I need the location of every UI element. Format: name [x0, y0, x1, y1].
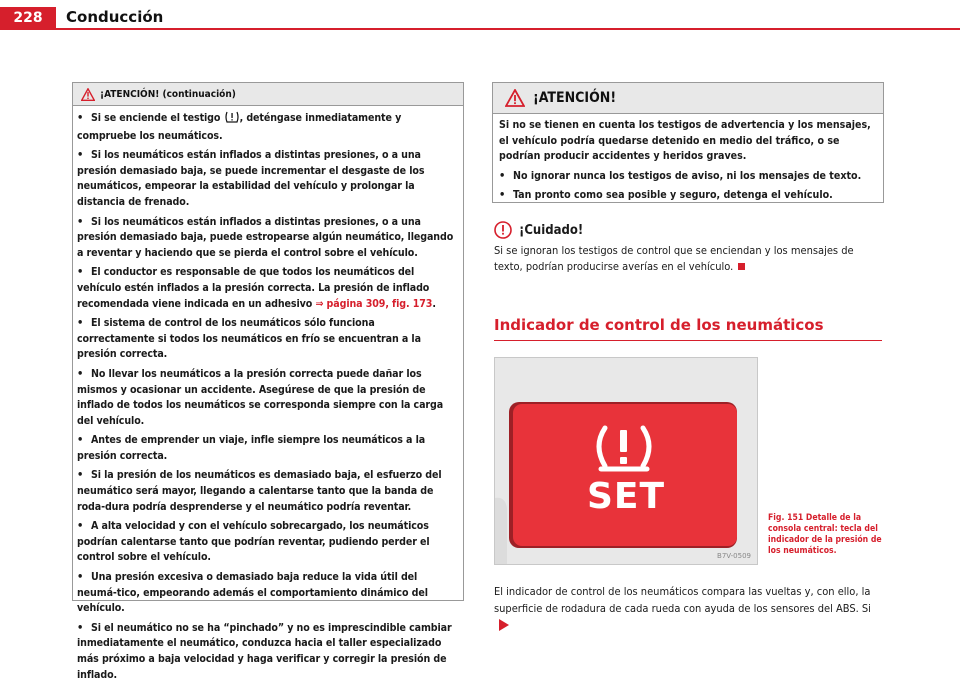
subsection-heading: Indicador de control de los neumáticos — [494, 316, 882, 341]
list-item: • Si los neumáticos están inflados a distintas presiones, o a una presión demasiado baja, puede estropearse algún neumático, llegando a reventar y haciendo que se pierda el control sobre el vehículo. — [77, 214, 454, 259]
figure-tpms-button — [494, 357, 758, 565]
section-end-mark — [738, 263, 745, 270]
set-button-label: SET — [586, 476, 666, 517]
warning-box-header — [73, 83, 463, 106]
caution-text: Si se ignoran los testigos de control que se enciendan y los mensajes de texto, podrían producirse averías en el vehículo. — [494, 244, 854, 273]
list-item: • A alta velocidad y con el vehículo sobrecargado, los neumáticos podrían calentarse tanto que podrían reventar, pudiendo perder el control sobre el vehículo. — [77, 519, 430, 564]
list-item: • Una presión excesiva o demasiado baja reduce la vida útil del neumá-tico, empeorando además el comportamiento dinámico del vehículo. — [77, 570, 428, 615]
warning-bullet-list — [73, 106, 463, 683]
warning-box-header — [493, 83, 883, 114]
warning-box-continued — [72, 82, 464, 681]
page-number: 228 — [0, 7, 56, 28]
figure-code: B7V-0509 — [717, 552, 751, 560]
tire-pressure-warning-icon — [224, 111, 240, 129]
body-paragraph: El indicador de control de los neumáticos compara las vueltas y, con ello, la superficie de rodadura de cada rueda con ayuda de los sensores del ABS. Si — [494, 585, 871, 615]
section-title: Conducción — [66, 8, 164, 26]
tpms-button-illustration — [495, 358, 757, 564]
caution-exclamation-icon — [494, 221, 512, 239]
page-reference-link[interactable]: ⇒ página 309, fig. 173 — [315, 297, 433, 310]
list-item: • Si el neumático no se ha “pinchado” y no es imprescindible cambiar inmediatamente el neumático, conduzca hacia el taller especializado más próximo a baja velocidad y haga verificar y corregir la presión de inflado. — [77, 620, 452, 681]
list-item: • No ignorar nunca los testigos de aviso, ni los mensajes de texto. — [499, 168, 862, 182]
continue-arrow-icon — [499, 619, 509, 631]
list-item: • Antes de emprender un viaje, infle siempre los neumáticos a la presión correcta. — [77, 433, 426, 462]
list-item: • El conductor es responsable de que todos los neumáticos del vehículo estén inflados a la presión correcta. La presión de inflado recomendada viene indicada en un adhesivo ⇒ página 309, fig. 173. — [77, 265, 436, 310]
warning-triangle-icon — [81, 88, 95, 101]
header-rule — [0, 28, 960, 30]
warning-triangle-icon — [505, 89, 525, 107]
warning-box-title: ¡ATENCIÓN! (continuación) — [100, 88, 236, 100]
caution-note — [494, 219, 884, 275]
list-item: • Si la presión de los neumáticos es demasiado baja, el esfuerzo del neumático será mayor, llegando a calentarse tanto que la banda de roda-dura podría desprenderse y el neumático podría reventar. — [77, 468, 442, 513]
list-item: • Si los neumáticos están inflados a distintas presiones, o a una presión demasiado baja, se puede incrementar el desgaste de los neumáticos, empeorar la estabilidad del vehículo y prolongar la distancia de frenado. — [77, 148, 425, 208]
warning-box-title: ¡ATENCIÓN! — [533, 90, 617, 106]
list-item: • Si se enciende el testigo , deténgase inmediatamente y compruebe los neumáticos. — [77, 111, 402, 142]
figure-caption: Fig. 151 Detalle de la consola central: tecla del indicador de la presión de los neumáticos. — [768, 513, 882, 556]
warning-intro: Si no se tienen en cuenta los testigos de advertencia y los mensajes, el vehículo podría quedarse detenido en medio del tráfico, o se podrían producir accidentes y heridos graves. — [499, 119, 871, 163]
warning-box — [492, 82, 884, 203]
page-header — [0, 0, 960, 28]
list-item: • Tan pronto como sea posible y seguro, detenga el vehículo. — [499, 188, 833, 202]
list-item: • El sistema de control de los neumáticos sólo funciona correctamente si todos los neumáticos en frío se encuentran a la presión correcta. — [77, 316, 421, 361]
caution-title: ¡Cuidado! — [519, 222, 584, 238]
list-item: • No llevar los neumáticos a la presión correcta puede dañar los mismos y ocasionar un accidente. Asegúrese de que la presión de inflado de todos los neumáticos se corresponda siempre con la carga del vehículo. — [77, 366, 444, 427]
